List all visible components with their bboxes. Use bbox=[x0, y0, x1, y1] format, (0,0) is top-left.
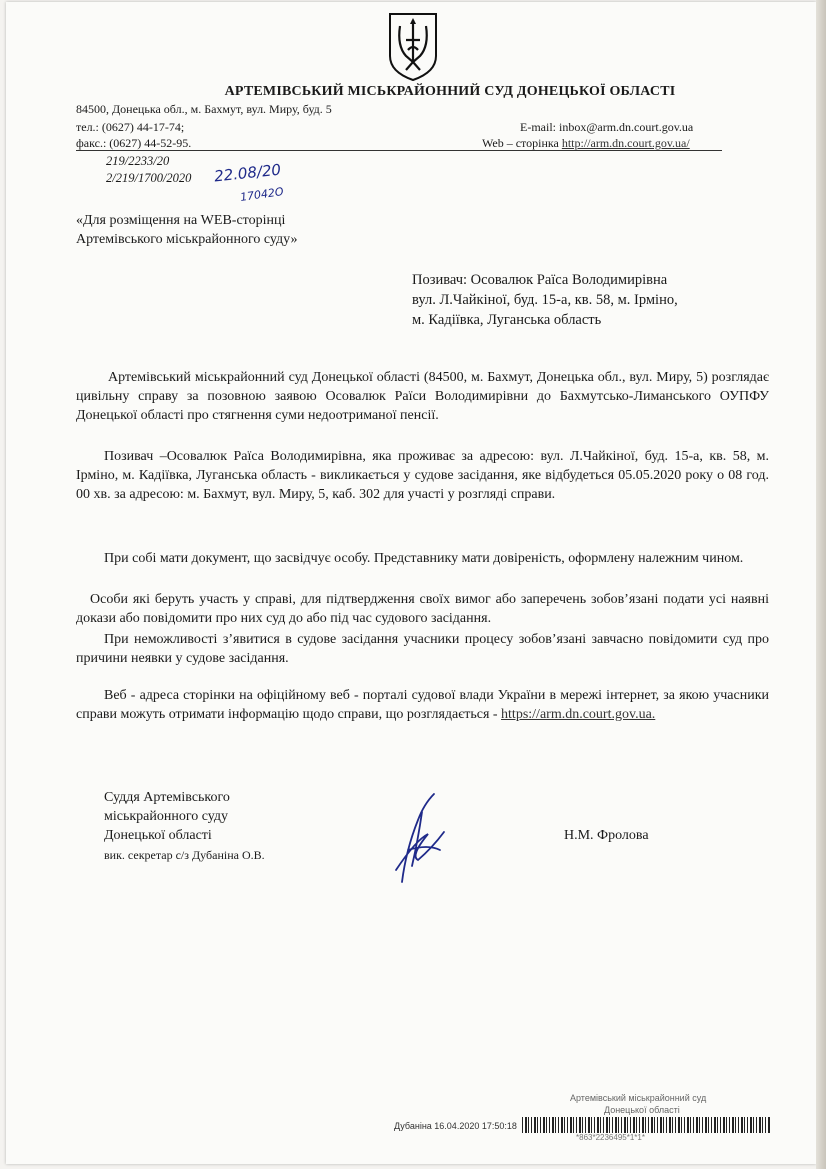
addressee-street: вул. Л.Чайкіної, буд. 15-а, кв. 58, м. Ірміно, bbox=[412, 292, 678, 308]
judge-title-block bbox=[104, 788, 230, 845]
notice-line: Артемівського міськрайонного суду» bbox=[76, 232, 298, 247]
header-divider bbox=[76, 150, 722, 151]
handwritten-note: 22.08/20 bbox=[213, 160, 282, 186]
judge-title-line: Донецької області bbox=[104, 828, 212, 843]
court-phone: тел.: (0627) 44-17-74; bbox=[76, 120, 185, 134]
registration-meta: Дубаніна 16.04.2020 17:50:18 bbox=[394, 1121, 517, 1131]
court-website bbox=[482, 136, 690, 151]
body-paragraph: Артемівський міськрайонний суд Донецької області (84500, м. Бахмут, Донецька обл., вул. Миру, 5) розглядає цивільну справу за позовною заявою Осовалюк Раїси Володимирівни до Бахмутсько-Лиманського ОУПФУ Донецької області про стягнення суми недоотриманої пенсії. bbox=[76, 370, 769, 423]
notice-line: «Для розміщення на WEB-сторінці bbox=[76, 213, 286, 228]
coat-of-arms-icon bbox=[386, 10, 440, 82]
addressee-city: м. Кадіївка, Луганська область bbox=[412, 312, 602, 328]
court-title: АРТЕМІВСЬКИЙ МІСЬКРАЙОННИЙ СУД ДОНЕЦЬКОЇ ОБЛАСТІ bbox=[224, 84, 676, 99]
stamp-court-name: Артемівський міськрайонний суд bbox=[570, 1093, 707, 1103]
judge-name: Н.М. Фролова bbox=[564, 828, 649, 843]
web-address-text: Веб - адреса сторінки на офіційному веб - порталі судової влади України в мережі інтернет, за якою учасники справи можуть отримати інформацію щодо справи, що розглядається - bbox=[76, 688, 769, 722]
court-address: 84500, Донецька обл., м. Бахмут, вул. Миру, буд. 5 bbox=[76, 102, 332, 116]
email-label: E-mail: bbox=[520, 120, 559, 134]
handwritten-signature bbox=[388, 790, 452, 886]
web-publication-notice bbox=[76, 211, 297, 249]
paper-edge bbox=[816, 0, 826, 1169]
web-link[interactable]: http://arm.dn.court.gov.ua/ bbox=[561, 136, 690, 150]
judge-title-line: Суддя Артемівського bbox=[104, 790, 230, 805]
email-value[interactable]: inbox@arm.dn.court.gov.ua bbox=[559, 120, 694, 134]
addressee-name: Позивач: Осовалюк Раїса Володимирівна bbox=[412, 272, 668, 288]
judge-title-line: міськрайонного суду bbox=[104, 809, 229, 824]
court-email bbox=[520, 120, 693, 135]
court-fax: факс.: (0627) 44-52-95. bbox=[76, 136, 192, 150]
secretary-name: вик. секретар с/з Дубаніна О.В. bbox=[104, 848, 265, 862]
body-paragraph: Позивач –Осовалюк Раїса Володимирівна, яка проживає за адресою: вул. Л.Чайкіної, буд. 15-а, кв. 58, м. Ірміно, м. Кадіївка, Луганська область - викликається у судове засідання, яке відбудеться 05.05.2020 року о 08 год. 00 хв. за адресою: м. Бахмут, вул. Миру, 5, каб. 302 для участі у розгляді справи. bbox=[76, 449, 769, 502]
proceeding-number: 2/219/1700/2020 bbox=[106, 171, 192, 185]
body-paragraph: При собі мати документ, що засвідчує особу. Представнику мати довіреність, оформлену належним чином. bbox=[104, 551, 744, 566]
stamp-region: Донецької області bbox=[604, 1105, 680, 1115]
barcode bbox=[522, 1117, 770, 1133]
body-paragraph: Особи які беруть участь у справі, для підтвердження своїх вимог або заперечень зобов’язані подати усі наявні докази або повідомити про них суд до або під час судового засідання. bbox=[76, 592, 769, 626]
case-web-link[interactable]: https://arm.dn.court.gov.ua. bbox=[501, 707, 656, 722]
web-address-paragraph bbox=[76, 686, 769, 724]
barcode-number: *863*2236495*1*1* bbox=[576, 1133, 645, 1142]
web-label: Web – сторінка bbox=[482, 136, 562, 150]
body-paragraph: При неможливості з’явитися в судове засідання учасники процесу зобов’язані завчасно повідомити суд про причини неявки у судове засідання. bbox=[76, 632, 769, 666]
case-number: 219/2233/20 bbox=[106, 154, 170, 168]
handwritten-note-2: 17042О bbox=[239, 185, 285, 204]
addressee-block bbox=[412, 270, 678, 330]
